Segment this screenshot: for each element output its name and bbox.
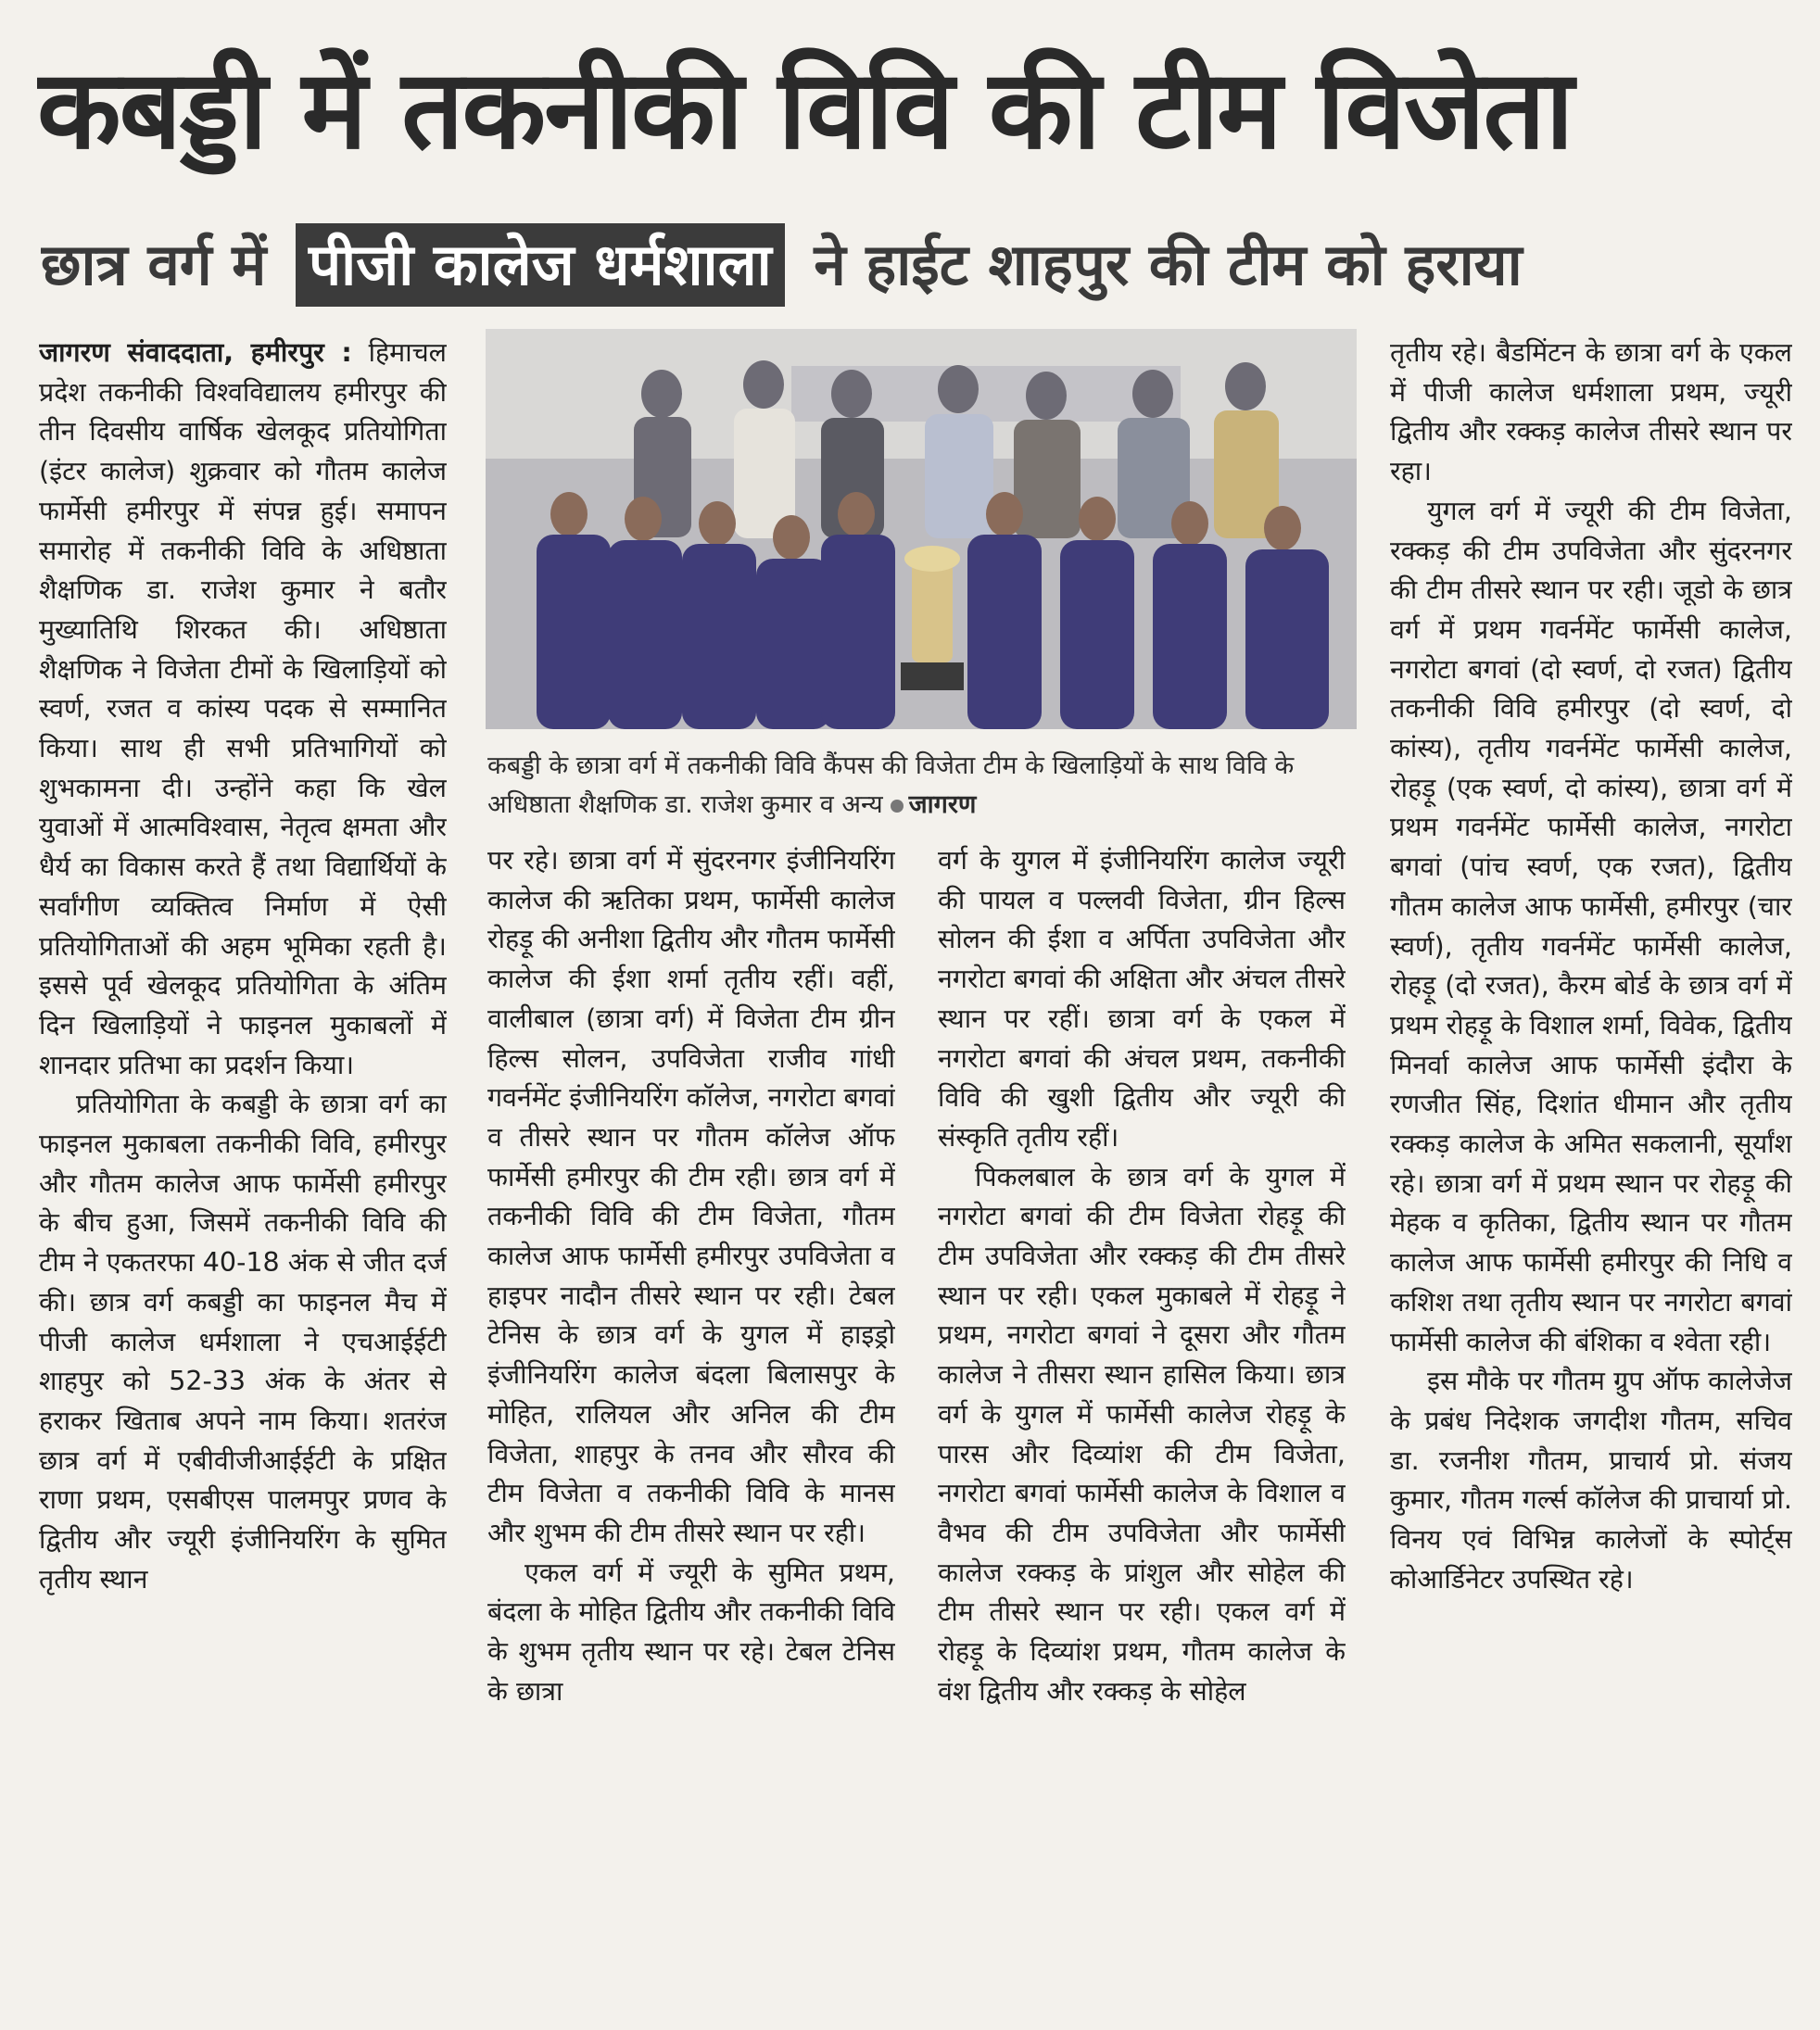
article-column-4 xyxy=(1390,334,1792,2001)
subhead-after: ने हाईट शाहपुर की टीम को हराया xyxy=(814,231,1523,298)
photo-caption xyxy=(487,747,1359,830)
article-column-1 xyxy=(39,334,447,2001)
col4-para-3: इस मौके पर गौतम ग्रुप ऑफ कालेजेज के प्रबंध निदेशक जगदीश गौतम, सचिव डा. रजनीश गौतम, प्राचार्य प्रो. संजय कुमार, गौतम गर्ल्स कॉलेज की प्राचार्या प्रो. विनय एवं विभिन्न कालेजों के स्पोर्ट्स कोआर्डिनेटर उपस्थित रहे। xyxy=(1390,1366,1792,1595)
subheadline xyxy=(41,219,1783,311)
subhead-before: छात्र वर्ग में xyxy=(41,231,267,298)
col1-para-2: प्रतियोगिता के कबड्डी के छात्रा वर्ग का फाइनल मुकाबला तकनीकी विवि, हमीरपुर और गौतम कालेज आफ फार्मेसी हमीरपुर के बीच हुआ, जिसमें तकनीकी विवि की टीम ने एकतरफा 40-18 अंक से जीत दर्ज की। छात्र वर्ग कबड्डी का फाइनल मैच में पीजी कालेज धर्मशाला ने एचआईईटी शाहपुर को 52-33 अंक के अंतर से हराकर खिताब अपने नाम किया। शतरंज छात्र वर्ग में एबीवीजीआईईटी के प्रक्षित राणा प्रथम, एसबीएस पालमपुर प्रणव के द्वितीय और ज्यूरी इंजीनियरिंग के सुमित तृतीय स्थान xyxy=(39,1089,447,1595)
photo-caption-text: कबड्डी के छात्रा वर्ग में तकनीकी विवि कैंपस की विजेता टीम के खिलाड़ियों के साथ विवि के अधिष्ठाता शैक्षणिक डा. राजेश कुमार व अन्य xyxy=(487,751,1295,819)
bullet-icon xyxy=(891,800,904,813)
col2-para-1: पर रहे। छात्रा वर्ग में सुंदरनगर इंजीनियरिंग कालेज की ऋतिका प्रथम, फार्मेसी कालेज रोहड़ू की अनीशा द्वितीय और गौतम फार्मेसी कालेज की ईशा शर्मा तृतीय रहीं। वहीं, वालीबाल (छात्रा वर्ग) में विजेता टीम ग्रीन हिल्स सोलन, उपविजेता राजीव गांधी गवर्नमेंट इंजीनियरिंग कॉलेज, नगरोटा बगवां व तीसरे स्थान पर गौतम कॉलेज ऑफ फार्मेसी हमीरपुर की टीम रही। छात्र वर्ग में तकनीकी विवि की टीम विजेता, गौतम कालेज आफ फार्मेसी हमीरपुर उपविजेता व हाइपर नादौन तीसरे स्थान पर रही। टेबल टेनिस के छात्र वर्ग के युगल में हाइड्रो इंजीनियरिंग कालेज बंदला बिलासपुर के मोहित, रालियल और अनिल की टीम विजेता, शाहपुर के तनव और सौरव की टीम विजेता व तकनीकी विवि के मानस और शुभम की टीम तीसरे स्थान पर रही। xyxy=(487,845,895,1548)
headline: कबड्डी में तकनीकी विवि की टीम विजेता xyxy=(37,45,1573,173)
col2-para-2: एकल वर्ग में ज्यूरी के सुमित प्रथम, बंदला के मोहित द्वितीय और तकनीकी विवि के शुभम तृतीय स्थान पर रहे। टेबल टेनिस के छात्रा xyxy=(487,1557,895,1707)
article-column-2 xyxy=(487,841,895,2001)
team-photo-illustration xyxy=(486,329,1357,729)
photo-credit: जागरण xyxy=(908,790,977,819)
col4-para-1: तृतीय रहे। बैडमिंटन के छात्रा वर्ग के एकल में पीजी कालेज धर्मशाला प्रथम, ज्यूरी द्वितीय और रक्कड़ कालेज तीसरे स्थान पर रहा। xyxy=(1390,337,1792,487)
team-photo xyxy=(486,329,1357,729)
subhead-highlight: पीजी कालेज धर्मशाला xyxy=(296,223,785,307)
col3-para-2: पिकलबाल के छात्र वर्ग के युगल में नगरोटा बगवां की टीम विजेता रोहड़ू की टीम उपविजेता और रक्कड़ की टीम तीसरे स्थान पर रही। एकल मुकाबले में रोहड़ू ने प्रथम, नगरोटा बगवां ने दूसरा और गौतम कालेज ने तीसरा स्थान हासिल किया। छात्र वर्ग के युगल में फार्मेसी कालेज रोहड़ू के पारस और दिव्यांश की टीम विजेता, नगरोटा बगवां फार्मेसी कालेज के विशाल व वैभव की टीम उपविजेता और फार्मेसी कालेज रक्कड़ के प्रांशुल और सोहेल की टीम तीसरे स्थान पर रही। एकल वर्ग में रोहड़ू के दिव्यांश प्रथम, गौतम कालेज के वंश द्वितीय और रक्कड़ के सोहेल xyxy=(938,1161,1346,1707)
article-column-3 xyxy=(938,841,1346,2001)
col1-para-1: हिमाचल प्रदेश तकनीकी विश्वविद्यालय हमीरपुर की तीन दिवसीय वार्षिक खेलकूद प्रतियोगिता (इंटर कालेज) शुक्रवार को गौतम कालेज फार्मेसी हमीरपुर में संपन्न हुई। समापन समारोह में तकनीकी विवि के अधिष्ठाता शैक्षणिक डा. राजेश कुमार ने बतौर मुख्यातिथि शिरकत की। अधिष्ठाता शैक्षणिक ने विजेता टीमों के खिलाड़ियों को स्वर्ण, रजत व कांस्य पदक से सम्मानित किया। साथ ही सभी प्रतिभागियों को शुभकामना दी। उन्होंने कहा कि खेल युवाओं में आत्मविश्वास, नेतृत्व क्षमता और धैर्य का विकास करते हैं तथा विद्यार्थियों के सर्वांगीण व्यक्तित्व निर्माण में ऐसी प्रतियोगिताओं की अहम भूमिका रहती है। इससे पूर्व खेलकूद प्रतियोगिता के अंतिम दिन खिलाड़ियों ने फाइनल मुकाबलों में शानदार प्रतिभा का प्रदर्शन किया। xyxy=(39,337,447,1080)
col3-para-1: वर्ग के युगल में इंजीनियरिंग कालेज ज्यूरी की पायल व पल्लवी विजेता, ग्रीन हिल्स सोलन की ईशा व अर्पिता उपविजेता और नगरोटा बगवां की अक्षिता और अंचल तीसरे स्थान पर रहीं। छात्रा वर्ग के एकल में नगरोटा बगवां की अंचल प्रथम, तकनीकी विवि की खुशी द्वितीय और ज्यूरी की संस्कृति तृतीय रहीं। xyxy=(938,845,1346,1153)
col4-para-2: युगल वर्ग में ज्यूरी की टीम विजेता, रक्कड़ की टीम उपविजेता और सुंदरनगर की टीम तीसरे स्थान पर रही। जूडो के छात्र वर्ग में प्रथम गवर्नमेंट फार्मेसी कालेज, नगरोटा बगवां (दो स्वर्ण, दो रजत) द्वितीय तकनीकी विवि हमीरपुर (दो स्वर्ण, दो कांस्य), तृतीय गवर्नमेंट फार्मेसी कालेज, रोहड़ू (एक स्वर्ण, दो कांस्य), छात्रा वर्ग में प्रथम गवर्नमेंट फार्मेसी कालेज, नगरोटा बगवां (पांच स्वर्ण, एक रजत), द्वितीय गौतम कालेज आफ फार्मेसी, हमीरपुर (चार स्वर्ण), तृतीय गवर्नमेंट फार्मेसी कालेज, रोहड़ू (दो रजत), कैरम बोर्ड के छात्र वर्ग में प्रथम रोहड़ू के विशाल शर्मा, विवेक, द्वितीय मिनर्वा कालेज आफ फार्मेसी इंदौरा के रणजीत सिंह, दिशांत धीमान और तृतीय रक्कड़ कालेज के अमित सकलानी, सूर्यांश रहे। छात्रा वर्ग में प्रथम स्थान पर रोहड़ू की मेहक व कृतिका, द्वितीय स्थान पर गौतम कालेज आफ फार्मेसी हमीरपुर की निधि व कशिश तथा तृतीय स्थान पर नगरोटा बगवां फार्मेसी कालेज की बंशिका व श्वेता रही। xyxy=(1390,495,1792,1357)
byline: जागरण संवाददाता, हमीरपुर : xyxy=(39,337,352,368)
